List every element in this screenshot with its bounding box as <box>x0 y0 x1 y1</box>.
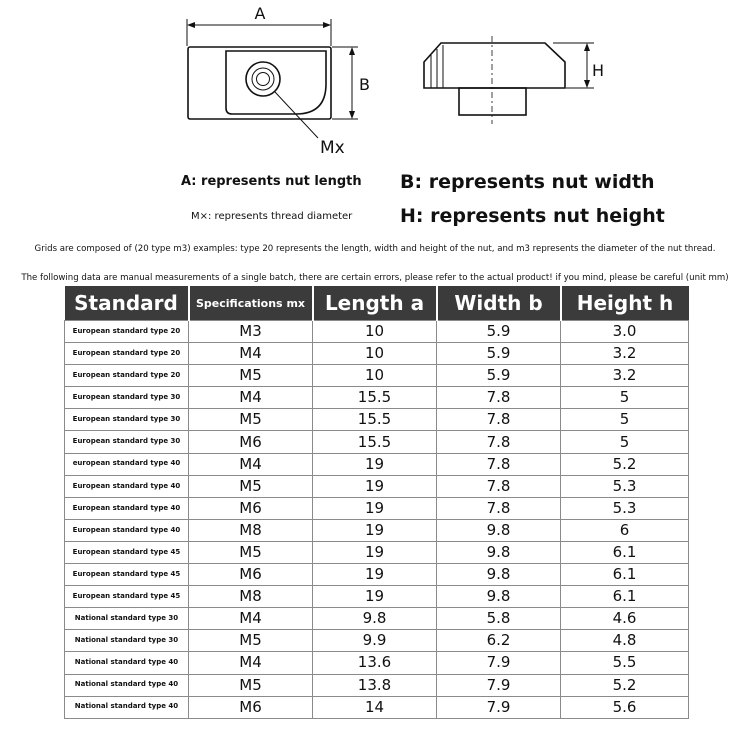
header-spec: Specifications mx <box>189 286 313 321</box>
cell-spec: M5 <box>189 674 313 696</box>
cell-height: 5 <box>561 387 689 409</box>
nut-drawings <box>0 0 750 170</box>
cell-standard: National standard type 30 <box>65 630 189 652</box>
cell-standard: European standard type 20 <box>65 365 189 387</box>
table-header-row <box>65 286 689 321</box>
cell-spec: M6 <box>189 497 313 519</box>
cell-height: 5.2 <box>561 674 689 696</box>
measurement-note: The following data are manual measurements of a single batch, there are certain errors, please refer to the actual product! if you mind, please be careful (unit mm) <box>21 273 729 283</box>
cell-standard: european standard type 40 <box>65 453 189 475</box>
table-row <box>65 387 689 409</box>
table-row <box>65 564 689 586</box>
legend-width: B: represents nut width <box>400 171 655 193</box>
cell-standard: National standard type 40 <box>65 674 189 696</box>
cell-spec: M8 <box>189 519 313 541</box>
table-row <box>65 321 689 343</box>
cell-length: 19 <box>313 564 437 586</box>
cell-height: 4.6 <box>561 608 689 630</box>
cell-height: 5.3 <box>561 497 689 519</box>
cell-spec: M5 <box>189 409 313 431</box>
cell-length: 19 <box>313 541 437 563</box>
cell-length: 10 <box>313 321 437 343</box>
cell-spec: M4 <box>189 343 313 365</box>
table-row <box>65 652 689 674</box>
cell-height: 6.1 <box>561 564 689 586</box>
cell-standard: European standard type 40 <box>65 519 189 541</box>
grid-note: Grids are composed of (20 type m3) examples: type 20 represents the length, width and height of the nut, and m3 represents the diameter of the nut thread. <box>34 244 716 254</box>
cell-standard: European standard type 45 <box>65 541 189 563</box>
cell-height: 5 <box>561 409 689 431</box>
cell-height: 6 <box>561 519 689 541</box>
table-row <box>65 497 689 519</box>
cell-height: 6.1 <box>561 541 689 563</box>
cell-width: 7.9 <box>437 652 561 674</box>
cell-standard: National standard type 30 <box>65 608 189 630</box>
cell-height: 6.1 <box>561 586 689 608</box>
top-view-drawing <box>187 19 358 138</box>
cell-height: 5.5 <box>561 652 689 674</box>
cell-spec: M5 <box>189 541 313 563</box>
side-view-drawing <box>424 36 594 124</box>
table-row <box>65 696 689 718</box>
cell-spec: M6 <box>189 696 313 718</box>
cell-standard: National standard type 40 <box>65 696 189 718</box>
legend-height: H: represents nut height <box>400 205 665 227</box>
cell-spec: M5 <box>189 365 313 387</box>
cell-length: 19 <box>313 453 437 475</box>
cell-length: 15.5 <box>313 409 437 431</box>
table-row <box>65 453 689 475</box>
cell-standard: European standard type 30 <box>65 387 189 409</box>
cell-standard: European standard type 45 <box>65 564 189 586</box>
table-row <box>65 343 689 365</box>
cell-height: 3.2 <box>561 365 689 387</box>
cell-spec: M6 <box>189 431 313 453</box>
cell-standard: European standard type 45 <box>65 586 189 608</box>
cell-width: 5.9 <box>437 321 561 343</box>
cell-spec: M4 <box>189 652 313 674</box>
cell-height: 5 <box>561 431 689 453</box>
table-row <box>65 630 689 652</box>
cell-length: 14 <box>313 696 437 718</box>
cell-length: 15.5 <box>313 387 437 409</box>
table-row <box>65 431 689 453</box>
legend-thread: M×: represents thread diameter <box>191 211 353 222</box>
header-width: Width b <box>437 286 561 321</box>
table-row <box>65 409 689 431</box>
cell-length: 13.8 <box>313 674 437 696</box>
cell-width: 7.8 <box>437 387 561 409</box>
cell-standard: European standard type 30 <box>65 431 189 453</box>
table-row <box>65 586 689 608</box>
cell-width: 7.8 <box>437 431 561 453</box>
cell-height: 3.2 <box>561 343 689 365</box>
cell-standard: European standard type 30 <box>65 409 189 431</box>
cell-spec: M4 <box>189 608 313 630</box>
cell-width: 9.8 <box>437 586 561 608</box>
cell-width: 9.8 <box>437 519 561 541</box>
cell-length: 19 <box>313 475 437 497</box>
table-row <box>65 519 689 541</box>
cell-length: 10 <box>313 365 437 387</box>
cell-standard: European standard type 20 <box>65 321 189 343</box>
cell-width: 5.9 <box>437 343 561 365</box>
cell-width: 7.9 <box>437 674 561 696</box>
spec-table <box>64 286 689 719</box>
cell-width: 9.8 <box>437 541 561 563</box>
cell-length: 9.9 <box>313 630 437 652</box>
table-row <box>65 541 689 563</box>
cell-length: 9.8 <box>313 608 437 630</box>
cell-spec: M5 <box>189 630 313 652</box>
cell-spec: M8 <box>189 586 313 608</box>
dimension-label-a: A <box>254 4 266 23</box>
header-height: Height h <box>561 286 689 321</box>
cell-standard: National standard type 40 <box>65 652 189 674</box>
table-row <box>65 475 689 497</box>
cell-width: 7.8 <box>437 453 561 475</box>
dimension-label-h: H <box>592 61 605 80</box>
cell-length: 19 <box>313 497 437 519</box>
cell-width: 5.8 <box>437 608 561 630</box>
cell-height: 3.0 <box>561 321 689 343</box>
cell-standard: European standard type 40 <box>65 475 189 497</box>
cell-standard: European standard type 40 <box>65 497 189 519</box>
cell-height: 5.2 <box>561 453 689 475</box>
legend-length: A: represents nut length <box>181 174 362 189</box>
cell-width: 7.8 <box>437 409 561 431</box>
cell-height: 4.8 <box>561 630 689 652</box>
cell-width: 5.9 <box>437 365 561 387</box>
table-row <box>65 674 689 696</box>
cell-width: 6.2 <box>437 630 561 652</box>
header-standard: Standard <box>65 286 189 321</box>
cell-standard: European standard type 20 <box>65 343 189 365</box>
cell-width: 9.8 <box>437 564 561 586</box>
cell-height: 5.3 <box>561 475 689 497</box>
cell-length: 15.5 <box>313 431 437 453</box>
cell-length: 19 <box>313 519 437 541</box>
dimension-label-mx: Mx <box>320 138 345 158</box>
cell-spec: M3 <box>189 321 313 343</box>
cell-spec: M5 <box>189 475 313 497</box>
header-length: Length a <box>313 286 437 321</box>
table-row <box>65 365 689 387</box>
cell-width: 7.8 <box>437 497 561 519</box>
cell-width: 7.9 <box>437 696 561 718</box>
table-row <box>65 608 689 630</box>
cell-length: 10 <box>313 343 437 365</box>
cell-height: 5.6 <box>561 696 689 718</box>
dimension-label-b: B <box>359 75 370 94</box>
cell-length: 13.6 <box>313 652 437 674</box>
cell-spec: M6 <box>189 564 313 586</box>
cell-spec: M4 <box>189 387 313 409</box>
cell-length: 19 <box>313 586 437 608</box>
cell-width: 7.8 <box>437 475 561 497</box>
cell-spec: M4 <box>189 453 313 475</box>
